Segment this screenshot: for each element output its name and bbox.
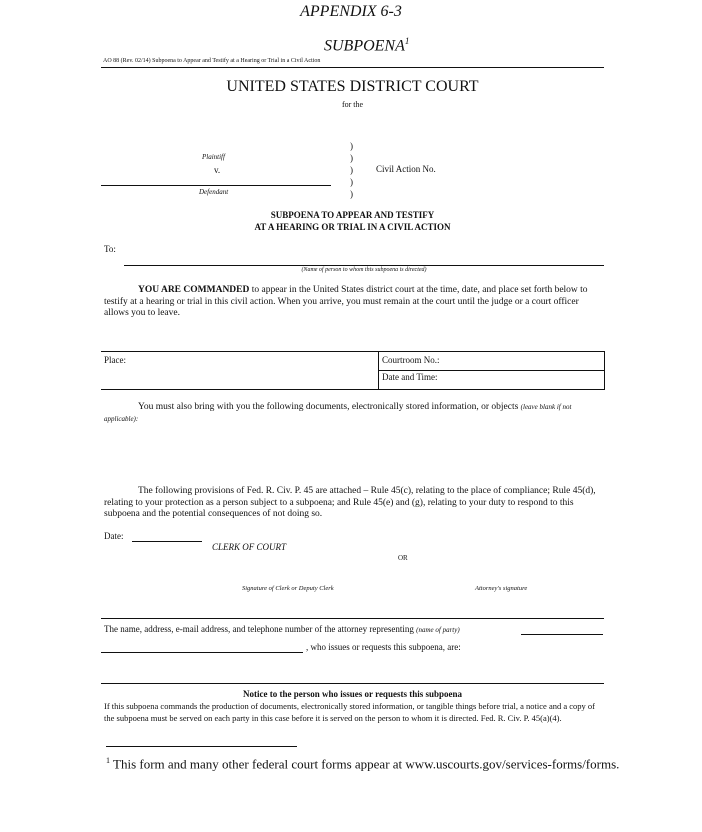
documents-text: You must also bring with you the following documents, electronically stored information, or objects <box>138 402 519 412</box>
recipient-hint: (Name of person to whom this subpoena is directed) <box>301 267 427 273</box>
party-continuation-line[interactable] <box>101 652 303 653</box>
court-for-the: for the <box>341 100 364 109</box>
commanded-paragraph <box>104 285 604 320</box>
civil-action-label: Civil Action No. <box>376 164 436 174</box>
date-label: Date: <box>104 531 124 541</box>
form-id: AO 88 (Rev. 02/14) Subpoena to Appear and Testify at a Hearing or Trial in a Civil Action <box>103 58 321 64</box>
documents-paragraph <box>104 402 604 425</box>
commanded-lead: YOU ARE COMMANDED <box>138 285 250 295</box>
subpoena-heading-text: SUBPOENA <box>324 37 405 55</box>
table-row-rule <box>378 370 604 371</box>
footnote-rule <box>106 746 297 747</box>
attorney-line-1 <box>104 624 460 634</box>
party-line[interactable] <box>521 634 603 635</box>
commanded-text: to appear in the United States district court at the time, date, and place set forth below to testify at a hearing or trial in this civil action. When you arrive, you must remain at the court until the judge or a court officer allows you to leave. <box>104 285 588 318</box>
or-separator: OR <box>398 554 408 562</box>
defendant-line[interactable] <box>101 185 331 186</box>
header-rule <box>101 67 604 68</box>
party-hint: (name of party) <box>416 626 460 634</box>
to-label: To: <box>104 244 116 254</box>
appendix-heading: APPENDIX 6-3 <box>300 3 402 20</box>
paren: ) <box>350 141 353 151</box>
footnote-mark: 1 <box>404 36 410 46</box>
subpoena-heading <box>324 36 409 55</box>
paren: ) <box>350 177 353 187</box>
place-table <box>101 351 605 390</box>
court-name: UNITED STATES DISTRICT COURT <box>226 78 479 95</box>
provisions-paragraph: The following provisions of Fed. R. Civ. P. 45 are attached – Rule 45(c), relating to the place of compliance; Rule 45(d), relating to your protection as a person subject to a subpoena; and Rule 45(e) and (g), relating to your duty to respond to this subpoena and the potential consequences of not doing so. <box>104 486 596 519</box>
subpoena-title-2: AT A HEARING OR TRIAL IN A CIVIL ACTION <box>254 222 451 232</box>
notice-rule <box>101 683 604 684</box>
versus: v. <box>214 165 221 175</box>
plaintiff-label: Plaintiff <box>202 153 225 161</box>
footnote-text: This form and many other federal court forms appear at www.uscourts.gov/services-forms/forms. <box>113 756 620 772</box>
clerk-signature-label: Signature of Clerk or Deputy Clerk <box>242 585 334 592</box>
footnote-number: 1 <box>106 756 110 765</box>
documents-hint: (leave blank if not applicable): <box>104 403 572 423</box>
paren: ) <box>350 153 353 163</box>
footnote <box>106 756 619 772</box>
datetime-label[interactable]: Date and Time: <box>382 372 438 382</box>
defendant-label: Defendant <box>199 188 229 196</box>
attorney-text: The name, address, e-mail address, and telephone number of the attorney representing <box>104 624 414 634</box>
subpoena-title-1: SUBPOENA TO APPEAR AND TESTIFY <box>270 210 435 220</box>
attorney-line-2: , who issues or requests this subpoena, are: <box>306 642 461 652</box>
clerk-of-court: CLERK OF COURT <box>212 542 287 552</box>
paren: ) <box>350 165 353 175</box>
attorney-signature-label: Attorney's signature <box>475 585 528 592</box>
notice-title: Notice to the person who issues or requests this subpoena <box>243 689 462 699</box>
courtroom-label[interactable]: Courtroom No.: <box>382 355 440 365</box>
notice-text: If this subpoena commands the production of documents, electronically stored information, or tangible things before trial, a notice and a copy of the subpoena must be served on each party in this case before it is served on the person to whom it is directed. Fed. R. Civ. P. 45(a)(4). <box>104 701 595 723</box>
date-line[interactable] <box>132 541 202 542</box>
recipient-line[interactable] <box>124 265 604 266</box>
paren: ) <box>350 189 353 199</box>
section-rule <box>101 618 604 619</box>
caption-parens <box>350 140 353 200</box>
place-label[interactable]: Place: <box>104 355 126 365</box>
